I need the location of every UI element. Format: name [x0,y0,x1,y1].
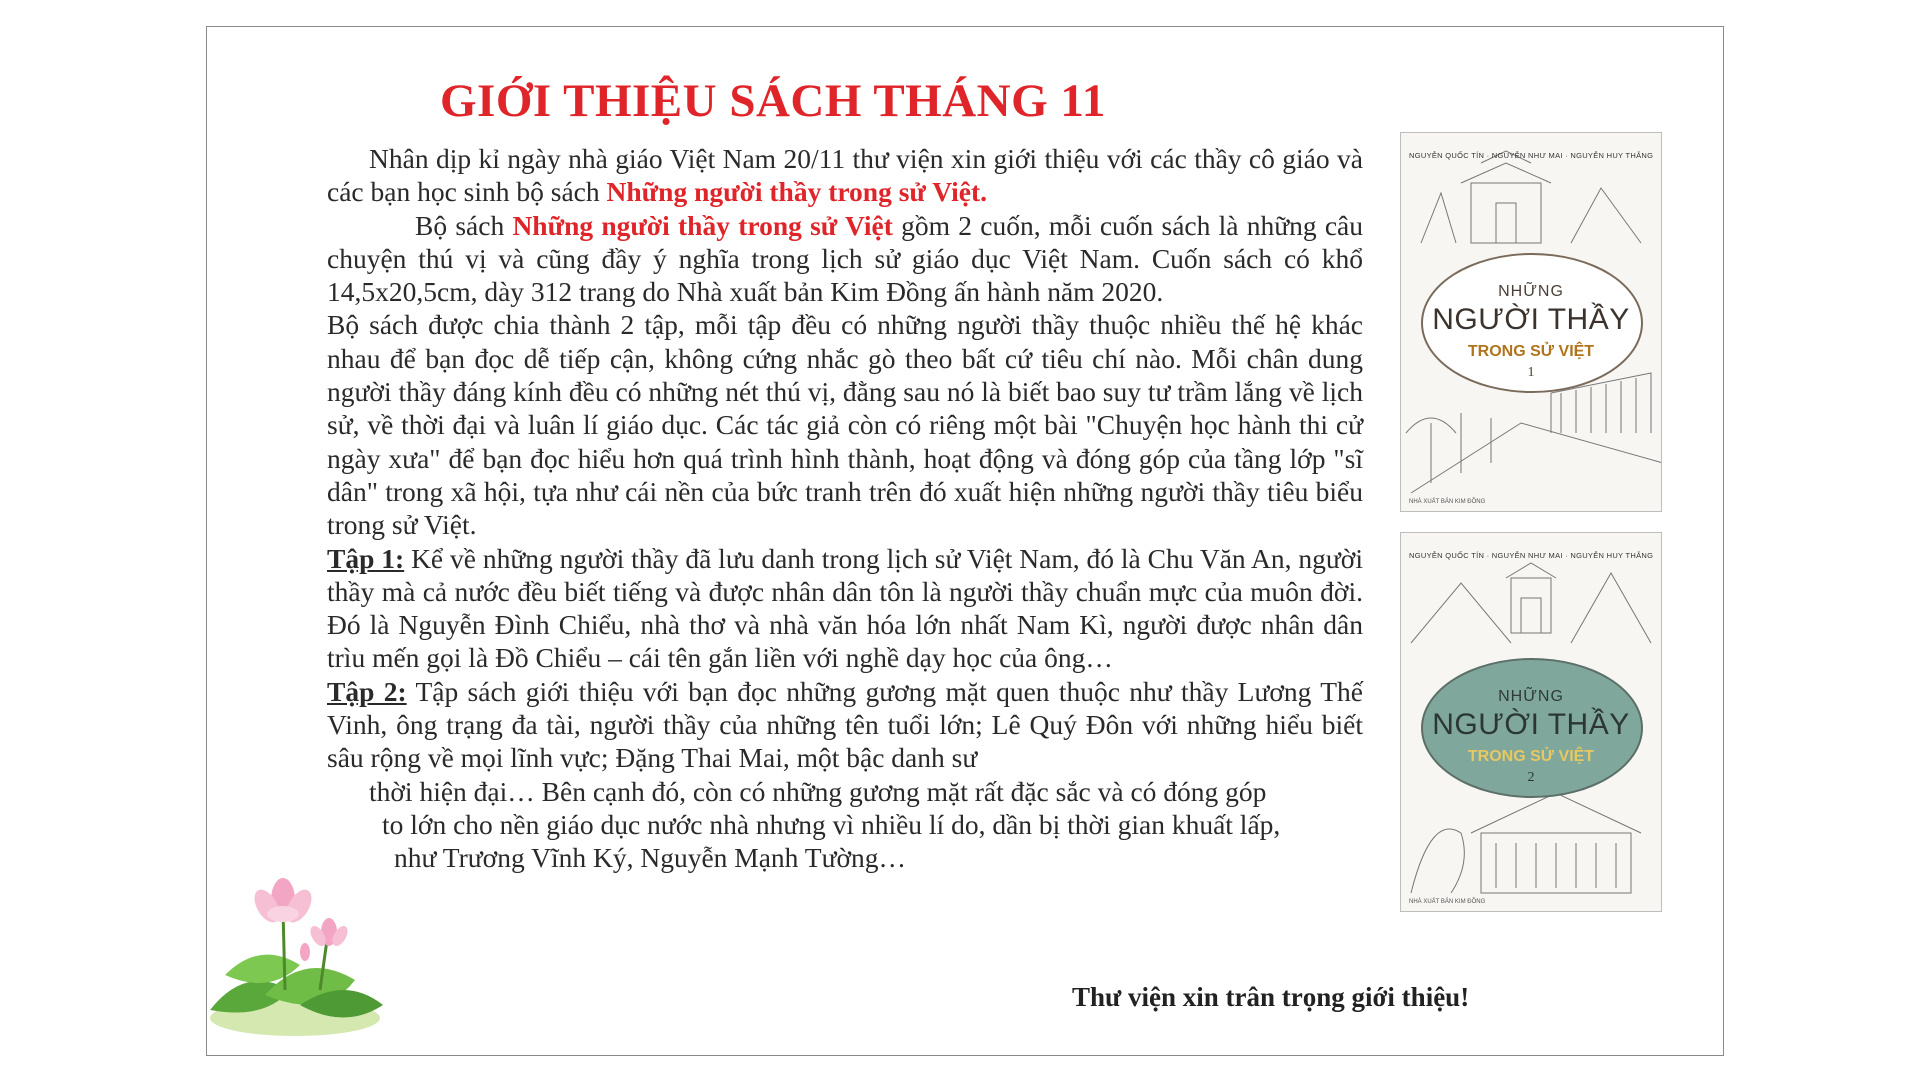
structure-paragraph: Bộ sách được chia thành 2 tập, mỗi tập đều có những người thầy thuộc nhiều thế hệ khác nhau để bạn đọc dễ tiếp cận, không cứng nhắc gò theo bất cứ tiêu chí nào. Mỗi chân dung người thầy đáng kính đều có những nét thú vị, đằng sau nó là biết bao suy tư trầm lắng về lịch sử, về thời đại và luân lí giáo dục. Các tác giả còn có riêng một bài "Chuyện học hành thi cử ngày xưa" để bạn đọc hiểu hơn quá trình hình thành, hoạt động và đóng góp của tầng lớp "sĩ dân" trong xã hội, tựa như cái nền của bức tranh trên đó xuất hiện những người thầy tiêu biểu trong sử Việt. [327,309,1363,541]
book-title-line-3: TRONG SỬ VIỆT [1467,343,1595,360]
volume-2-line-4: như Trương Vĩnh Ký, Nguyễn Mạnh Tường… [394,842,907,874]
intro-paragraph [327,142,1363,209]
book-volume-number: 2 [1527,770,1535,785]
book-title-line-1: NHỮNG [1498,688,1564,705]
volume-1-paragraph [327,542,1363,675]
volume-2-label: Tập 2: [327,675,407,707]
volume-2-text: Tập sách giới thiệu với bạn đọc những gương mặt quen thuộc như thầy Lương Thế Vinh, ông trạng đa tài, người thầy của những tên tuổi lớn; Lê Quý Đôn với những hiểu biết sâu rộng về mọi lĩnh vực; Đặng Thai Mai, một bậc danh sư [327,675,1363,774]
lotus-flower-icon [205,870,385,1045]
book-info-paragraph [327,209,1363,309]
book-title-line-1: NHỮNG [1498,283,1564,300]
book-info-text: gồm 2 cuốn, mỗi cuốn sách là những câu chuyện thú vị và cũng đầy ý nghĩa trong lịch sử giáo dục Việt Nam. Cuốn sách có khổ 14,5x20,5cm, dày 312 trang do Nhà xuất bản Kim Đồng ấn hành năm 2020. [327,209,1364,308]
volume-2-paragraph [327,675,1363,775]
book-title-highlight-2: Những người thầy trong sử Việt [512,209,893,241]
book-publisher: NHÀ XUẤT BẢN KIM ĐỒNG [1409,499,1486,505]
book-title-line-3: TRONG SỬ VIỆT [1467,748,1595,765]
book-cover-volume-2 [1400,532,1662,912]
book-title-line-2: NGƯỜI THẦY [1432,303,1630,336]
volume-1-text: Kể về những người thầy đã lưu danh trong lịch sử Việt Nam, đó là Chu Văn An, người thầy mà cả nước đều biết tiếng và được nhân dân tôn là người thầy chuẩn mực của muôn đời. Đó là Nguyễn Đình Chiểu, nhà thơ và nhà văn hóa lớn nhất Nam Kì, người được nhân dân trìu mến gọi là Đồ Chiểu – cái tên gắn liền với nghề dạy học của ông… [327,542,1363,674]
book-title-highlight: Những người thầy trong sử Việt. [606,176,988,208]
page-title: GIỚI THIỆU SÁCH THÁNG 11 [440,75,1106,127]
intro-text: Nhân dịp kỉ ngày nhà giáo Việt Nam 20/11 thư viện xin giới thiệu với các thầy cô giáo và các bạn học sinh bộ sách [327,143,1363,208]
book-authors: NGUYỄN QUỐC TÍN · NGUYỄN NHƯ MAI · NGUYỄN HUY THẮNG [1409,551,1654,560]
book-info-start: Bộ sách [415,209,513,241]
book-cover-volume-1 [1400,132,1662,512]
library-signature: Thư viện xin trân trọng giới thiệu! [1072,982,1470,1012]
volume-2-line-3: to lớn cho nền giáo dục nước nhà nhưng vì nhiều lí do, dần bị thời gian khuất lấp, [382,808,1281,840]
volume-2-line-2: thời hiện đại… Bên cạnh đó, còn có những gương mặt rất đặc sắc và có đóng góp [369,775,1267,807]
book-publisher: NHÀ XUẤT BẢN KIM ĐỒNG [1409,899,1486,905]
book-volume-number: 1 [1527,365,1535,380]
volume-1-label: Tập 1: [327,542,405,574]
book-title-line-2: NGƯỜI THẦY [1432,708,1630,741]
article-body [327,142,1363,875]
book-authors: NGUYỄN QUỐC TÍN · NGUYỄN NHƯ MAI · NGUYỄN HUY THẮNG [1409,151,1654,160]
